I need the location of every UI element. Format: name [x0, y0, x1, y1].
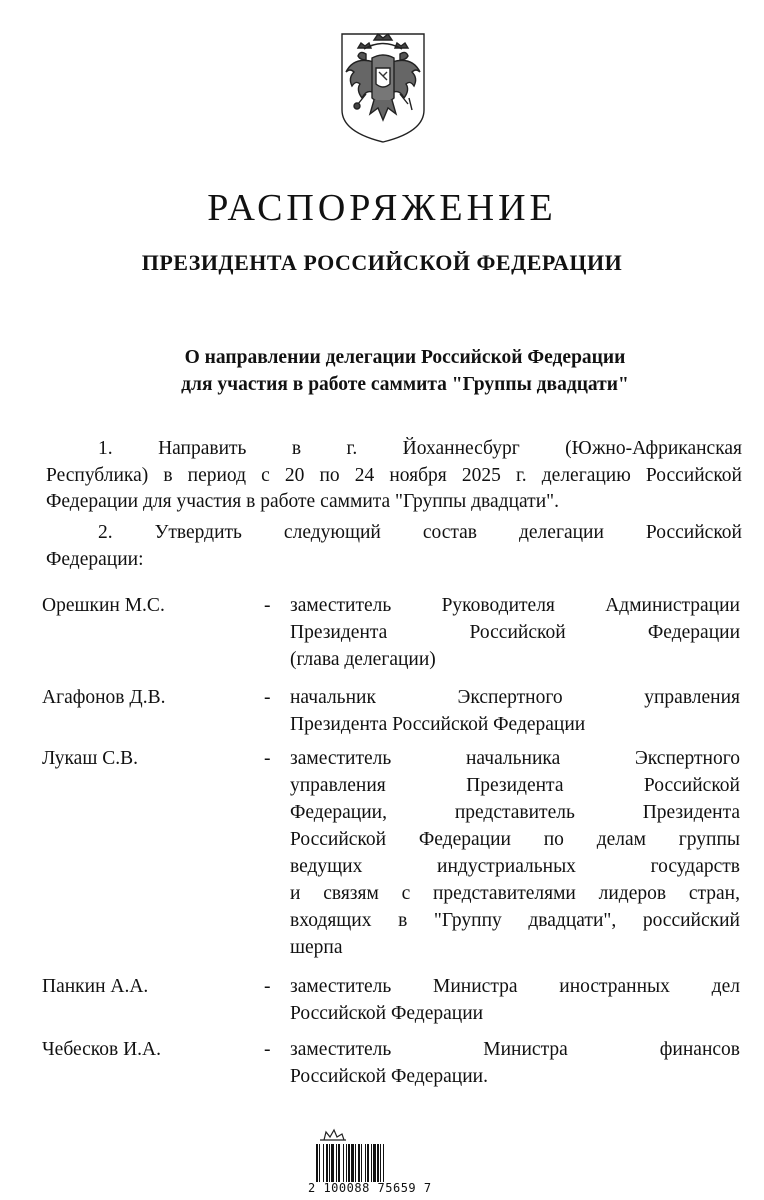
role-line: Российской Федерации по делам группы [290, 829, 740, 850]
paragraph-line: Федерации: [46, 548, 144, 570]
paragraph-line: Республика) в период с 20 по 24 ноября 2025 г. делегацию Российской [46, 464, 742, 486]
role-line: (глава делегации) [290, 649, 436, 670]
member-dash: - [264, 595, 271, 616]
member-name: Лукаш С.В. [42, 748, 138, 769]
role-line: заместитель Министра иностранных дел [290, 976, 740, 997]
paragraph-line: 1. Направить в г. Йоханнесбург (Южно-Африканская [98, 438, 742, 459]
paragraph-2 [46, 520, 742, 573]
paragraph-line: 2. Утвердить следующий состав делегации Российской [98, 522, 742, 543]
role-line: Российской Федерации. [290, 1066, 488, 1087]
role-line: заместитель Руководителя Администрации [290, 595, 740, 616]
role-line: Федерации, представитель Президента [290, 802, 740, 823]
heading-line: О направлении делегации Российской Федерации [184, 347, 626, 368]
barcode-number: 2 100088 75659 7 [308, 1181, 432, 1195]
paragraph-1 [46, 436, 742, 516]
document-heading [60, 344, 750, 398]
role-line: ведущих индустриальных государств [290, 856, 740, 877]
role-line: Российской Федерации [290, 1003, 484, 1024]
heading-line: для участия в работе саммита "Группы двадцати" [181, 374, 629, 395]
role-line: и связям с представителями лидеров стран, [290, 883, 740, 904]
member-dash: - [264, 976, 271, 997]
member-role [290, 592, 740, 673]
member-role [290, 745, 740, 961]
member-name: Агафонов Д.В. [42, 687, 166, 708]
member-role [290, 684, 740, 738]
role-line: начальник Экспертного управления [290, 687, 740, 708]
role-line: Президента Российской Федерации [290, 622, 740, 643]
member-dash: - [264, 1039, 271, 1060]
member-role [290, 1036, 740, 1090]
role-line: заместитель Министра финансов [290, 1039, 740, 1060]
document-type: РАСПОРЯЖЕНИЕ [207, 187, 557, 229]
paragraph-line: Федерации для участия в работе саммита "Группы двадцати". [46, 491, 559, 512]
member-dash: - [264, 687, 271, 708]
role-line: шерпа [290, 937, 343, 958]
member-name: Чебесков И.А. [42, 1039, 162, 1060]
role-line: Президента Российской Федерации [290, 714, 586, 735]
issuer-title: ПРЕЗИДЕНТА РОССИЙСКОЙ ФЕДЕРАЦИИ [141, 250, 623, 275]
barcode-icon [316, 1144, 432, 1182]
member-name: Панкин А.А. [42, 976, 149, 997]
role-line: управления Президента Российской [290, 775, 740, 796]
role-line: входящих в "Группу двадцати", российский [290, 910, 740, 931]
russian-coat-of-arms-icon [336, 28, 430, 146]
role-line: заместитель начальника Экспертного [290, 748, 740, 769]
member-role [290, 973, 740, 1027]
stamp-mark-icon [318, 1128, 348, 1142]
member-dash: - [264, 748, 271, 769]
member-name: Орешкин М.С. [42, 595, 165, 616]
